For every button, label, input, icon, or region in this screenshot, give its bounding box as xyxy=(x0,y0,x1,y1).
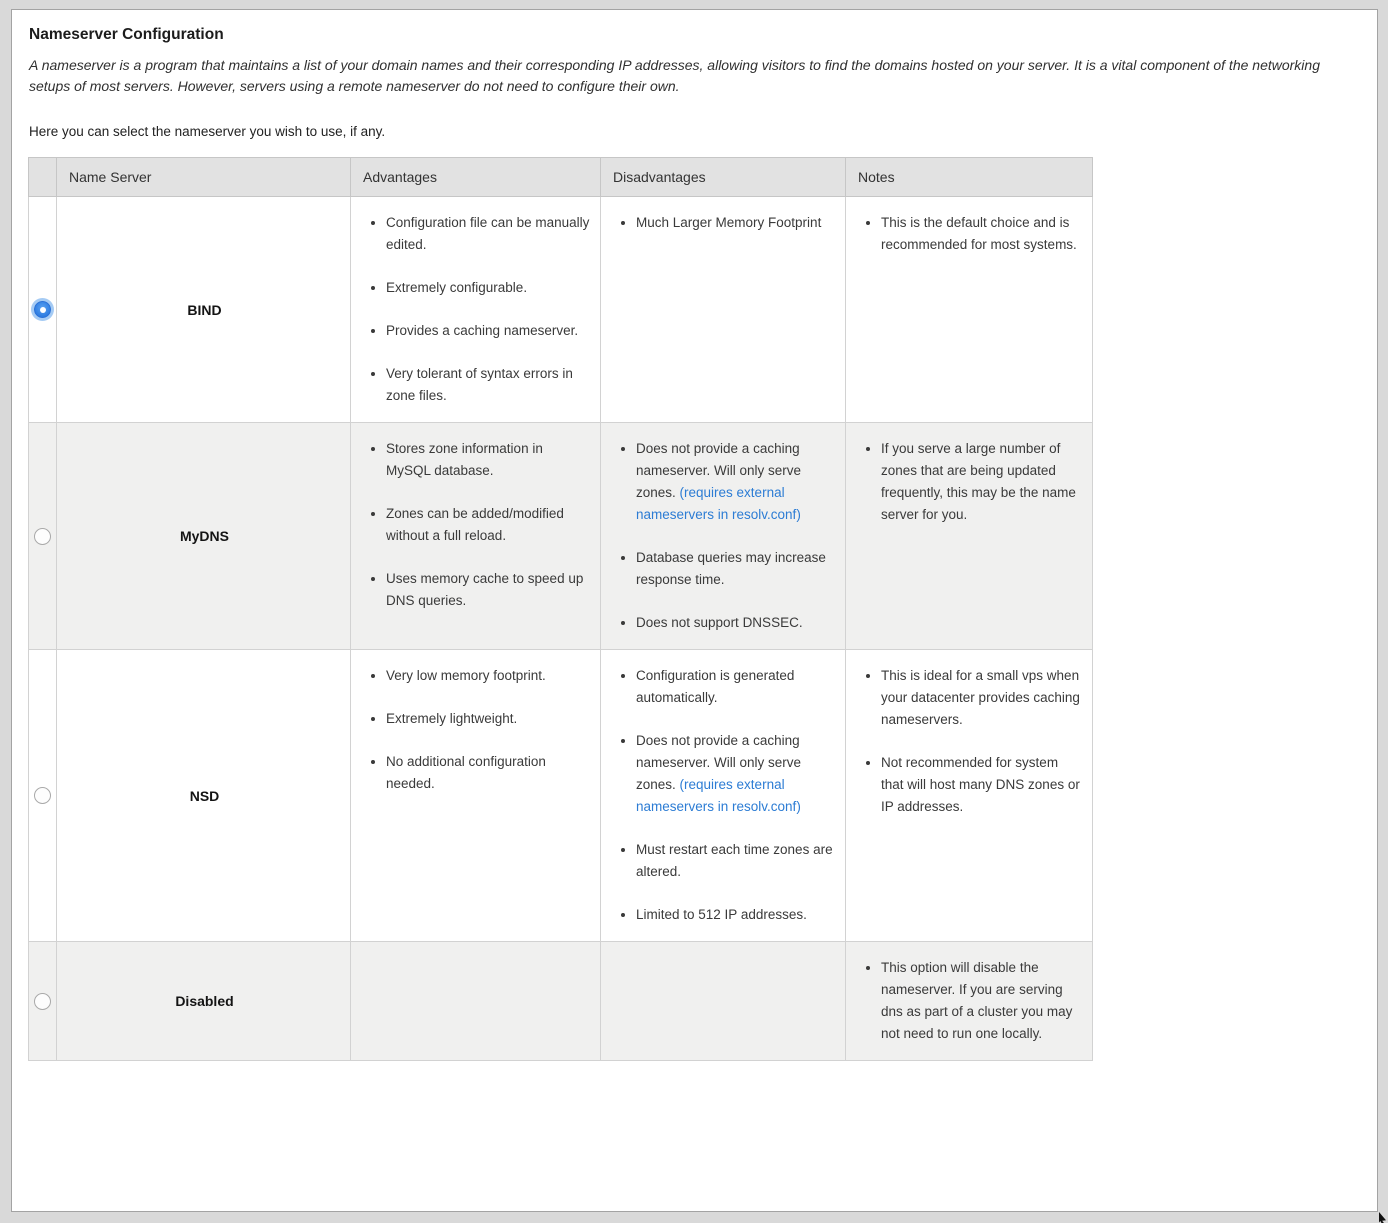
list-item xyxy=(386,708,590,730)
nameserver-name-mydns: MyDNS xyxy=(57,423,351,650)
list-item xyxy=(881,957,1082,1045)
nsd-disadvantages-list xyxy=(613,665,835,926)
list-item xyxy=(386,320,590,342)
list-item-text: Does not provide a caching nameserver. Will only serve zones. xyxy=(636,733,802,792)
nsd-disadvantages-cell xyxy=(601,650,846,942)
list-item xyxy=(636,839,835,883)
list-item xyxy=(636,438,835,526)
radio-button-disabled[interactable] xyxy=(34,993,51,1010)
bind-disadvantages-cell xyxy=(601,197,846,423)
radio-button-nsd[interactable] xyxy=(34,787,51,804)
list-item-text: Configuration is generated automatically. xyxy=(636,668,795,705)
radio-cell-nsd[interactable] xyxy=(29,650,57,942)
mydns-advantages-cell xyxy=(351,423,601,650)
resolv-conf-link[interactable]: (requires external nameservers in resolv.conf) xyxy=(636,485,801,522)
list-item xyxy=(881,438,1082,526)
list-item-text: Very low memory footprint. xyxy=(386,668,546,683)
mydns-advantages-list xyxy=(363,438,590,612)
list-item-text: If you serve a large number of zones that are being updated frequently, this may be the name server for you. xyxy=(881,441,1076,522)
select-prompt: Here you can select the nameserver you wish to use, if any. xyxy=(29,124,386,139)
bind-advantages-cell xyxy=(351,197,601,423)
list-item xyxy=(636,212,835,234)
list-item-text: Must restart each time zones are altered. xyxy=(636,842,833,879)
list-item-text: Configuration file can be manually edited. xyxy=(386,215,590,252)
page-title: Nameserver Configuration xyxy=(29,26,224,43)
nameserver-name-nsd: NSD xyxy=(57,650,351,942)
list-item xyxy=(636,730,835,818)
list-item xyxy=(636,665,835,709)
nameserver-table xyxy=(28,157,1093,1061)
list-item-text: This is ideal for a small vps when your datacenter provides caching nameservers. xyxy=(881,668,1080,727)
list-item xyxy=(636,547,835,591)
column-header-notes: Notes xyxy=(846,158,1093,197)
column-header-name-server: Name Server xyxy=(57,158,351,197)
mydns-disadvantages-cell xyxy=(601,423,846,650)
list-item xyxy=(881,212,1082,256)
table-row-nsd xyxy=(29,650,1093,942)
list-item-text: Uses memory cache to speed up DNS queries. xyxy=(386,571,584,608)
column-header-disadvantages: Disadvantages xyxy=(601,158,846,197)
bind-notes-cell xyxy=(846,197,1093,423)
column-header-advantages: Advantages xyxy=(351,158,601,197)
table-header xyxy=(29,158,1093,197)
bind-advantages-list xyxy=(363,212,590,407)
radio-button-bind-selected[interactable] xyxy=(34,301,51,318)
header-radio-column xyxy=(29,158,57,197)
disabled-notes-list xyxy=(858,957,1082,1045)
mouse-cursor xyxy=(1379,1212,1386,1223)
mydns-disadvantages-list xyxy=(613,438,835,634)
list-item-text: This is the default choice and is recommended for most systems. xyxy=(881,215,1077,252)
list-item xyxy=(386,751,590,795)
content-panel xyxy=(11,9,1378,1212)
list-item xyxy=(386,438,590,482)
list-item-text: Much Larger Memory Footprint xyxy=(636,215,822,230)
list-item xyxy=(386,665,590,687)
list-item xyxy=(386,363,590,407)
nameserver-name-bind: BIND xyxy=(57,197,351,423)
list-item-text: This option will disable the nameserver. If you are serving dns as part of a cluster you may not need to run one locally. xyxy=(881,960,1073,1041)
list-item-text: Does not support DNSSEC. xyxy=(636,615,803,630)
bind-disadvantages-list xyxy=(613,212,835,234)
disabled-notes-cell xyxy=(846,942,1093,1061)
list-item-text: Stores zone information in MySQL database. xyxy=(386,441,543,478)
list-item xyxy=(386,503,590,547)
list-item xyxy=(386,568,590,612)
list-item-text: Extremely lightweight. xyxy=(386,711,518,726)
intro-paragraph: A nameserver is a program that maintains a list of your domain names and their corresponding IP addresses, allowing visitors to find the domains hosted on your server. It is a vital component of the networking setups of most servers. However, servers using a remote nameserver do not need to configure their own. xyxy=(29,57,1320,94)
list-item-text: No additional configuration needed. xyxy=(386,754,546,791)
list-item xyxy=(881,665,1082,731)
radio-button-mydns[interactable] xyxy=(34,528,51,545)
radio-cell-disabled[interactable] xyxy=(29,942,57,1061)
disabled-advantages-cell xyxy=(351,942,601,1061)
nsd-notes-list xyxy=(858,665,1082,818)
list-item xyxy=(386,277,590,299)
table-row-disabled xyxy=(29,942,1093,1061)
list-item-text: Does not provide a caching nameserver. Will only serve zones. xyxy=(636,441,802,500)
nsd-advantages-list xyxy=(363,665,590,795)
list-item-text: Extremely configurable. xyxy=(386,280,528,295)
list-item-text: Very tolerant of syntax errors in zone files. xyxy=(386,366,573,403)
nsd-notes-cell xyxy=(846,650,1093,942)
radio-cell-bind[interactable] xyxy=(29,197,57,423)
list-item xyxy=(881,752,1082,818)
mydns-notes-cell xyxy=(846,423,1093,650)
radio-cell-mydns[interactable] xyxy=(29,423,57,650)
nsd-advantages-cell xyxy=(351,650,601,942)
list-item xyxy=(636,612,835,634)
table-row-bind xyxy=(29,197,1093,423)
list-item-text: Limited to 512 IP addresses. xyxy=(636,907,807,922)
list-item-text: Not recommended for system that will host many DNS zones or IP addresses. xyxy=(881,755,1080,814)
bind-notes-list xyxy=(858,212,1082,256)
mydns-notes-list xyxy=(858,438,1082,526)
list-item-text: Database queries may increase response time. xyxy=(636,550,826,587)
list-item-text: Provides a caching nameserver. xyxy=(386,323,579,338)
resolv-conf-link[interactable]: (requires external nameservers in resolv.conf) xyxy=(636,777,801,814)
list-item xyxy=(636,904,835,926)
list-item xyxy=(386,212,590,256)
disabled-disadvantages-cell xyxy=(601,942,846,1061)
nameserver-name-disabled: Disabled xyxy=(57,942,351,1061)
list-item-text: Zones can be added/modified without a full reload. xyxy=(386,506,564,543)
table-row-mydns xyxy=(29,423,1093,650)
